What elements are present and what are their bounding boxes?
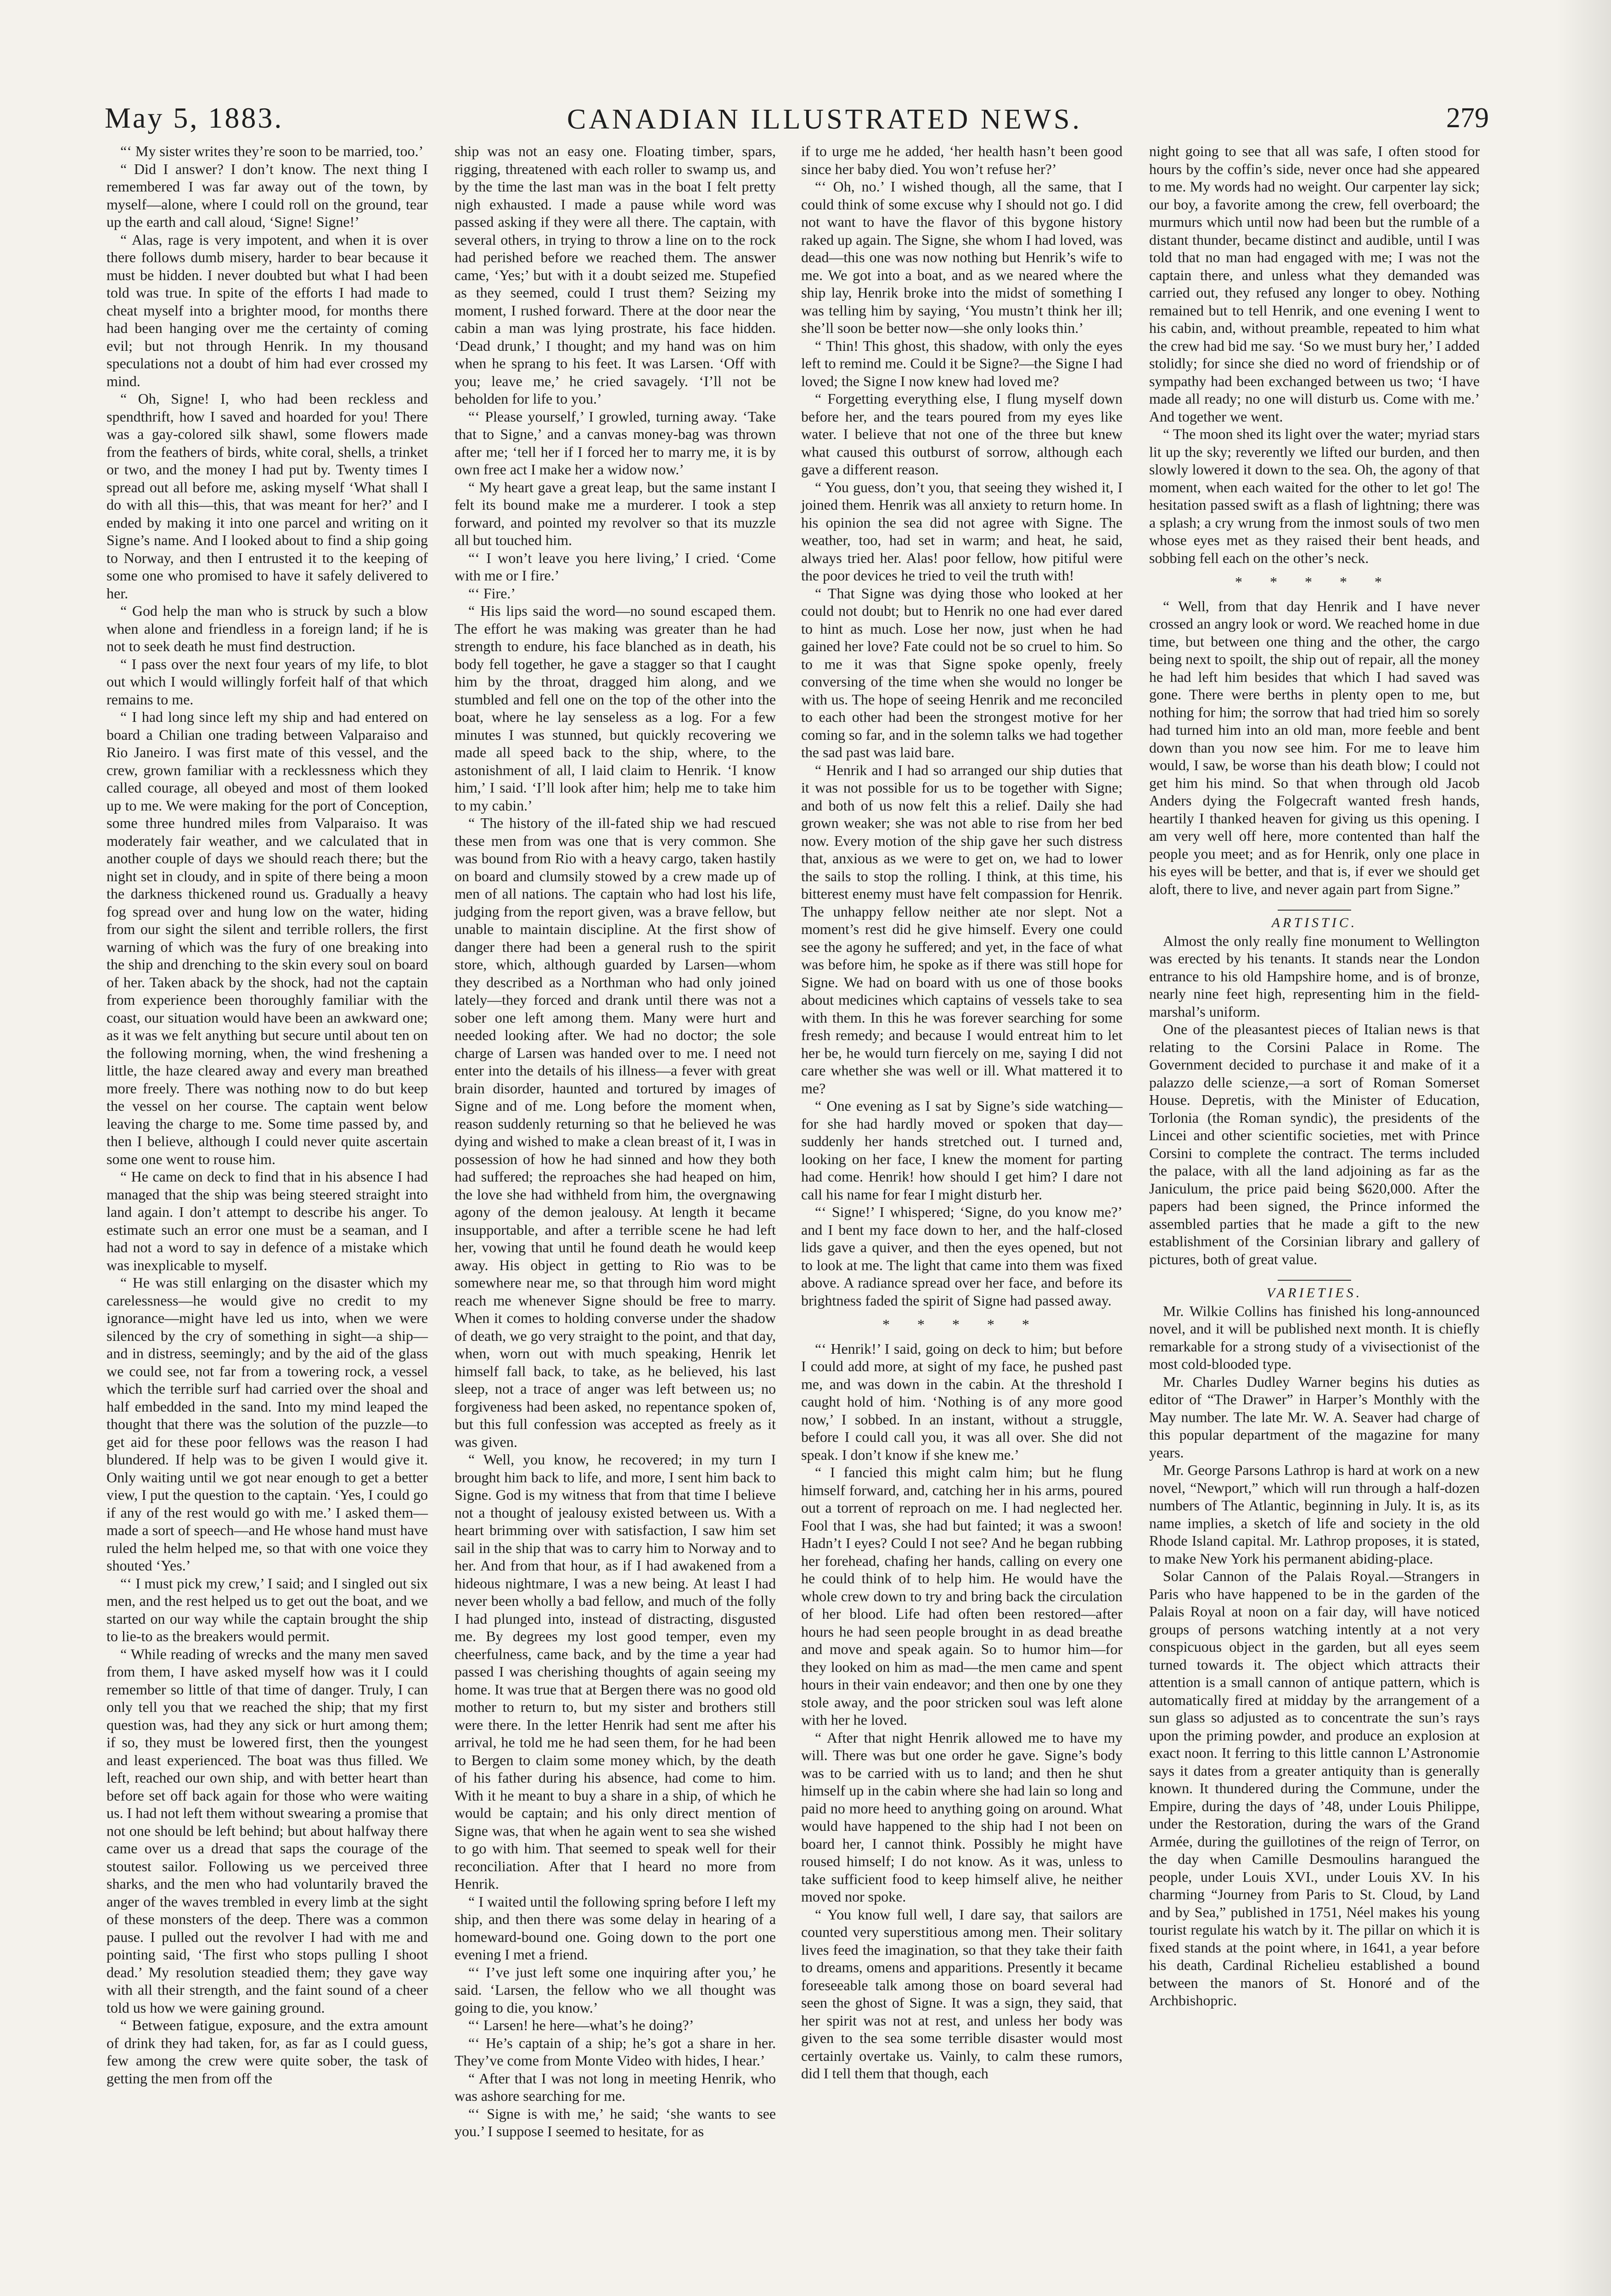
paragraph: “‘ Please yourself,’ I growled, turning away. ‘Take that to Signe,’ and a canvas money-bag was thrown after me; ‘tell her if I forced her to marry me, it is by own free act I make her a widow now.’ <box>455 408 776 478</box>
paragraph: “ He was still enlarging on the disaster which my carelessness—he would give no credit to my ignorance—might have led us into, when we were silenced by the cry of something in sight—a ship—and in distress, seemingly; and by the aid of the glass we could see, not far from a towering rock, a vessel which the terrible surf had carried over the shoal and half embedded in the sand. Into my mind leaped the thought that there was the solution of the puzzle—to get aid for these poor fellows was the reason I had blundered. If help was to be given I would give it. Only waiting until we got near enough to get a better view, I put the question to the captain. ‘Yes, I could go if any of the rest would go with me.’ I asked them—made a sort of speech—and He whose hand must have ruled the helm helped me, so that with one voice they shouted ‘Yes.’ <box>107 1274 428 1574</box>
paragraph: “‘ I must pick my crew,’ I said; and I singled out six men, and the rest helped us to get out the boat, and we started on our way while the captain brought the ship to lie-to as the breakers would permit. <box>107 1575 428 1644</box>
column-2 <box>455 142 776 2140</box>
varieties-section <box>1149 1302 1480 2009</box>
column-1 <box>107 142 428 2087</box>
paragraph: “ That Signe was dying those who looked at her could not doubt; but to Henrik no one had ever dared to hint as much. Lose her now, just when he had gained her love? Fate could not be so cruel to him. So to me it was that Signe spoke openly, freely conversing of the time when she would no longer be with us. The hope of seeing Henrik and me reconciled to each other had been the strongest motive for her coming so far, and in the solemn talks we had together the sad past was laid bare. <box>801 585 1123 760</box>
paragraph: “ His lips said the word—no sound escaped them. The effort he was making was greater than he had strength to endure, his face blanched as in death, his body fell together, he gave a stagger so that I caught him by the throat, dragged him along, and we stumbled and fell one on the top of the other into the boat, where he lay senseless as a log. For a few minutes I was stunned, but quickly recovering we made all speed back to the ship, where, to the astonishment of all, I laid claim to Henrik. ‘I know him,’ I said. ‘I’ll look after him; help me to take him to my cabin.’ <box>455 602 776 814</box>
paragraph: “ I fancied this might calm him; but he flung himself forward, and, catching her in his arms, poured out a torrent of reproach on me. I had neglected her. Fool that I was, she had but fainted; it was a swoon! Hadn’t I eyes? Could I not see? And he began rubbing her forehead, chafing her hands, calling on every one he could think of to help him. He would have the whole crew down to try and bring back the circulation of her blood. Life had often been restored—after hours he had seen people brought in as dead breathe and move and speak again. So to humor him—for they looked on him as mad—the men came and spent hours in their vain endeavor; and then one by one they stole away, and the poor stricken soul was left alone with her he loved. <box>801 1464 1123 1728</box>
paragraph: “ Well, you know, he recovered; in my turn I brought him back to life, and more, I sent him back to Signe. God is my witness that from that time I believe not a thought of jealousy existed between us. With a heart brimming over with satisfaction, I saw him set sail in the ship that was to carry him to Norway and to her. And from that hour, as if I had awakened from a hideous nightmare, I was a new being. At least I had never been wholly a bad fellow, and much of the folly I had plunged into, instead of distracting, disgusted me. By degrees my lost good temper, even my cheerfulness, came back, and by the time a year had passed I was cherishing thoughts of again seeing my home. It was true that at Bergen there was no good old mother to return to, but my sister and brothers still were there. In the letter Henrik had sent me after his arrival, he told me he had seen them, for he had been to Bergen to claim some money which, by the death of his father during his absence, had come to him. With it he meant to buy a share in a ship, of which he would be captain; and his only direct mention of Signe was, that when he again went to sea she wished to go with him. That seemed to speak well for their reconciliation. After that I heard no more from Henrik. <box>455 1451 776 1892</box>
column-4 <box>1149 142 1480 2009</box>
paragraph: “ Forgetting everything else, I flung myself down before her, and the tears poured from my eyes like water. I believe that not one of the three but knew what caused this outburst of sorrow, although each gave a different reason. <box>801 390 1123 478</box>
paragraph: “ Between fatigue, exposure, and the extra amount of drink they had taken, for, as far as I could guess, few among the crew were quite sober, the task of getting the men from off the <box>107 2017 428 2087</box>
paragraph: “ I pass over the next four years of my life, to blot out which I would willingly forfeit half of that which remains to me. <box>107 655 428 708</box>
issue-date: May 5, 1883. <box>105 101 284 134</box>
paragraph: night going to see that all was safe, I often stood for hours by the coffin’s side, never once had she appeared to me. My words had no weight. Our carpenter lay sick; our boy, a favorite among the crew, fell overboard; the murmurs which until now had been but the rumble of a distant thunder, became distinct and audible, until I was told that no man had engaged with me; I was not the captain there, and unless what they demanded was carried out, they refused any longer to obey. Nothing remained but to tell Henrik, and one evening I went to his cabin, and, without preamble, repeated to him what the crew had bid me say. ‘So we must bury her,’ I added stolidly; for since she died no word of friendship or of sympathy had been exchanged between us two; ‘I have made all ready; no one will disturb us. Come with me.’ And together we went. <box>1149 143 1480 425</box>
paragraph: “ You guess, don’t you, that seeing they wished it, I joined them. Henrik was all anxiety to return home. In his opinion the sea did not agree with Signe. The weather, too, had set in warm; and heat, he said, always tried her. Alas! poor fellow, how pitiful were the poor devices he tried to veil the truth with! <box>801 478 1123 584</box>
artistic-section <box>1149 932 1480 1268</box>
masthead <box>0 0 1611 147</box>
paragraph: “ After that I was not long in meeting Henrik, who was ashore searching for me. <box>455 2070 776 2104</box>
paragraph: “ While reading of wrecks and the many men saved from them, I have asked myself how was it I could remember so little of that time of danger. Truly, I can only tell you that we reached the ship; that my first question was, had they any sick or hurt among them; if so, they must be lowered first, then the youngest and least experienced. The boat was thus filled. We left, reached our own ship, and with better heart than before set off back again for those who were waiting us. I had not left them without swearing a promise that not one should be left behind; but about halfway there came over us a dread that saps the courage of the stoutest sailor. Following us we perceived three sharks, and the men who had voluntarily braved the anger of the waves trembled in every limb at the sight of these monsters of the deep. There was a common pause. I pulled out the revolver I had with me and pointing said, ‘The first who stops pulling I shoot dead.’ My resolution steadied them; they gave way with all their strength, and the faint sound of a cheer told us how we were gaining ground. <box>107 1645 428 2016</box>
paragraph: “‘ Signe!’ I whispered; ‘Signe, do you know me?’ and I bent my face down to her, and the half-closed lids gave a quiver, and then the eyes opened, but not to look at me. The light that came into them was fixed above. A radiance spread over her face, and before its brightness faded the spirit of Signe had passed away. <box>801 1204 1123 1309</box>
newspaper-title: CANADIAN ILLUSTRATED NEWS. <box>567 104 1083 135</box>
page-number: 279 <box>1446 102 1489 134</box>
column-3 <box>801 142 1123 2082</box>
section-divider <box>1278 1280 1351 1281</box>
paragraph: “ Alas, rage is very impotent, and when it is over there follows dumb misery, harder to bear because it must be hidden. I never doubted but what I had been told was true. In spite of the efforts I had made to cheat myself into a brighter mood, for months there had been hanging over me the certainty of coming evil; but not through Henrik. In my thousand speculations not a doubt of him had ever crossed my mind. <box>107 231 428 389</box>
paragraph: “ I waited until the following spring before I left my ship, and then there was some delay in hearing of a homeward-bound one. Going down to the port one evening I met a friend. <box>455 1893 776 1963</box>
paragraph: “‘ He’s captain of a ship; he’s got a share in her. They’ve come from Monte Video with hides, I hear.’ <box>455 2034 776 2069</box>
paragraph: One of the pleasantest pieces of Italian news is that relating to the Corsini Palace in Rome. The Government decided to purchase it and make of it a palazzo delle scienze,—a sort of Roman Somerset House. Depretis, with the Minister of Education, Torlonia (the Roman syndic), the presidents of the Lincei and other scientific societies, met with Prince Corsini to complete the contract. The terms included the palace, with all the land adjoining as far as the Janiculum, the price paid being $620,000. After the papers had been signed, the Prince informed the assembled parties that he made a gift to the new establishment of the Corsinian library and gallery of pictures, both of great value. <box>1149 1021 1480 1267</box>
paragraph: Almost the only really fine monument to Wellington was erected by his tenants. It stands near the London entrance to his old Hampshire home, and is of bronze, nearly nine feet high, representing him in the field-marshal’s uniform. <box>1149 932 1480 1020</box>
paragraph: “ You know full well, I dare say, that sailors are counted very superstitious among men. Their solitary lives feed the imagination, so that they take their faith to dreams, omens and apparitions. Presently it became foreseeable talk among those on board several had seen the ghost of Signe. It was a sign, they said, that her spirit was not at rest, and unless her body was given to the sea some terrible disaster would most certainly overtake us. Vainly, to calm these rumors, did I tell them that though, each <box>801 1906 1123 2082</box>
page-edge-shadow <box>1556 0 1611 2296</box>
paragraph: “‘ Fire.’ <box>468 585 516 602</box>
paragraph: “ Oh, Signe! I, who had been reckless and spendthrift, how I saved and hoarded for you! There was a gay-colored silk shawl, some flowers made from the feathers of birds, white coral, shells, a trinket or two, and the money I had put by. Twenty times I spread out all before me, asking myself ‘What shall I do with all this—this, that was meant for her?’ and I ended by making it into one parcel and writing on it Signe’s name. And I looked about to find a ship going to Norway, and then I entrusted it to the keeping of some one who promised to have it safely delivered to her. <box>107 390 428 602</box>
paragraph: Mr. Wilkie Collins has finished his long-announced novel, and it will be published next month. It is chiefly remarkable for a strong study of a vivisectionist of the most cold-blooded type. <box>1149 1302 1480 1372</box>
paragraph: “ The moon shed its light over the water; myriad stars lit up the sky; reverently we lifted our burden, and then slowly lowered it down to the sea. Oh, the agony of that moment, when each waited for the other to let go! The hesitation passed swift as a flash of lightning; there was a splash; a cry wrung from the inmost souls of two men whose eyes met as they raised their bent heads, and sobbing fell each on the other’s neck. <box>1149 426 1480 566</box>
paragraph: “ I had long since left my ship and had entered on board a Chilian one trading between Valparaiso and Rio Janeiro. I was first mate of this vessel, and the crew, grown familiar with a recklessness which they called courage, all obeyed and most of them looked up to me. We were making for the port of Conception, some three hundred miles from Valparaiso. It was moderately fair weather, and we calculated that in another couple of days we should reach there; but the night set in cloudy, and in spite of there being a moon the darkness thickened round us. Gradually a heavy fog spread over and hung low on the water, hiding from our sight the silent and terrible rollers, the first warning of which was the fury of one breaking into the ship and drenching to the skin every soul on board of her. Taken aback by the shock, had not the captain from experience been thoroughly familiar with the coast, our situation would have been an awkward one; as it was we felt anything but secure until about ten on the following morning, when, the wind freshening a little, the haze cleared away and every man breathed more freely. There was nothing now to do but keep the vessel on her course. The captain went below leaving the charge to me. Some time passed by, and then I believe, although I could never quite ascertain some one went to rouse him. <box>107 709 428 1167</box>
paragraph: “ God help the man who is struck by such a blow when alone and friendless in a foreign land; if he is not to seek death he must find destruction. <box>107 602 428 654</box>
paragraph: “ After that night Henrik allowed me to have my will. There was but one order he gave. Signe’s body was to be carried with us to land; and then he shut himself up in the cabin where she had lain so long and paid no more heed to anything going on around. What would have happened to the ship had I not been on board her, I cannot think. Possibly he might have roused himself; I do not know. As it was, unless to take sufficient food to keep himself alive, he neither moved nor spoke. <box>801 1729 1123 1905</box>
paragraph: “ Well, from that day Henrik and I have never crossed an angry look or word. We reached home in due time, but between one thing and the other, the cargo being next to spoilt, the ship out of repair, all the money he had left him besides that which I had saved was gone. There were berths in plenty open to me, but nothing for him; the sorrow that had tried him so sorely had turned him into an old man, more feeble and bent down than you now see him. For me to leave him would, I saw, be worse than his death blow; I could not get him his mind. So that when through old Jacob Anders dying the Folgecraft wanted fresh hands, heartily I thanked heaven for giving us this opening. I am very well off here, more contented than half the people you meet; and as for Henrik, only one place in his eyes will be better, and that is, if ever we should get aloft, there to live, and never again part from Signe.” <box>1149 597 1480 897</box>
paragraph: “‘ I won’t leave you here living,’ I cried. ‘Come with me or I fire.’ <box>455 549 776 584</box>
paragraph: Solar Cannon of the Palais Royal.—Strangers in Paris who have happened to be in the garden of the Palais Royal at noon on a fair day, will have noticed groups of persons watching intently at a not very conspicuous object in the garden, but all eyes seem turned towards it. The object which attracts their attention is a small cannon of antique pattern, which is automatically fired at midday by the arrangement of a sun glass so adjusted as to concentrate the sun’s rays upon the priming powder, and produce an explosion at exact noon. It ferring to this little cannon L’Astronomie says it dates from a greater antiquity than is generally known. It thundered during the Commune, under the Empire, during the days of ’48, under Louis Philippe, under the Restoration, during the wars of the Grand Armée, during the guillotines of the reign of Terror, on the day when Camille Desmoulins harangued the people, under Louis XVI., under Louis XV. In his charming “Journey from Paris to St. Cloud, by Land and by Sea,” published in 1751, Néel makes his young tourist regulate his watch by it. The pillar on which it is fixed stands at the point where, in 1641, a year before his death, Cardinal Richelieu established a bound between the manors of St. Honoré and of the Archbishopric. <box>1149 1568 1480 2009</box>
paragraph: “ He came on deck to find that in his absence I had managed that the ship was being steered straight into land again. I don’t attempt to describe his anger. To estimate such an error one must be a seaman, and I had not a word to say in defence of a mistake which was inexplicable to myself. <box>107 1168 428 1273</box>
asterism: * * * * * <box>882 1316 1041 1333</box>
section-heading-artistic: ARTISTIC. <box>1271 915 1358 930</box>
paragraph: “ My heart gave a great leap, but the same instant I felt its bound make me a murderer. I took a step forward, and pointed my revolver so that its muzzle all but touched him. <box>455 478 776 548</box>
paragraph: “ The history of the ill-fated ship we had rescued these men from was one that is very common. She was bound from Rio with a heavy cargo, taken hastily on board and clumsily stowed by a crew made up of men of all nations. The captain who had lost his life, judging from the report given, was a brave fellow, but unable to maintain discipline. At the first show of danger there had been a general rush to the spirit store, which, although guarded by Larsen—whom they described as a Northman who had only joined lately—they forced and drank until there was not a sober one left among them. Many were hurt and needed looking after. We had no doctor; the sole charge of Larsen was handed over to me. I need not enter into the details of his illness—a fever with great brain disorder, haunted and tortured by images of Signe and of me. Long before the moment when, reason suddenly returning so that he believed he was dying and wished to make a clean breast of it, I was in possession of how he had sinned and how they both had suffered; the reproaches she had heaped on him, the love she had withheld from him, the overgnawing agony of the demon jealousy. At length it became insupportable, and after a terrible scene he had left her, vowing that until he found death he would keep away. His object in getting to Rio was to be somewhere near me, so that through him word might reach me whenever Signe should be free to marry. When it comes to holding converse under the shadow of death, we go very straight to the point, and that day, when, worn out with much speaking, Henrik let himself fall back, to take, as he believed, his last sleep, not a trace of anger was left between us; no forgiveness had been asked, no repentance spoken of, but this full confession was accepted as freely as it was given. <box>455 815 776 1450</box>
story-conclusion <box>1149 142 1480 898</box>
paragraph: “‘ Oh, no.’ I wished though, all the same, that I could think of some excuse why I should not go. I did not want to have the flavor of this bygone history raked up again. The Signe, she whom I had loved, was dead—this one was now nothing but Henrik’s wife to me. We got into a boat, and as we neared where the ship lay, Henrik broke into the midst of something I was telling him by saying, ‘You mustn’t think her ill; she’ll soon be better now—she only looks thin.’ <box>801 178 1123 336</box>
paragraph: “‘ Signe is with me,’ he said; ‘she wants to see you.’ I suppose I seemed to hesitate, for as <box>455 2105 776 2139</box>
paragraph: “ Did I answer? I don’t know. The next thing I remembered I was far away out of the town, by myself—alone, where I could roll on the ground, tear up the earth and call aloud, ‘Signe! Signe!’ <box>107 160 428 230</box>
section-heading-varieties: VARIETIES. <box>1266 1285 1363 1300</box>
paragraph: “‘ Larsen! he here—what’s he doing?’ <box>468 2017 694 2033</box>
paragraph: Mr. Charles Dudley Warner begins his duties as editor of “The Drawer” in Harper’s Monthly with the May number. The late Mr. W. A. Seaver had charge of this popular department of the magazine for many years. <box>1149 1373 1480 1461</box>
paragraph: ship was not an easy one. Floating timber, spars, rigging, threatened with each roller to swamp us, and by the time the last man was in the boat I felt pretty nigh exhausted. I made a pause while word was passed asking if they were all there. The captain, with several others, in trying to throw a line on to the rock had perished before we reached them. The answer came, ‘Yes;’ but with it a doubt seized me. Stupefied as they seemed, could I trust them? Seizing my moment, I rushed forward. There at the door near the cabin a man was lying prostrate, his face hidden. ‘Dead drunk,’ I thought; and my hand was on him when he sprang to his feet. It was Larsen. ‘Off with you; leave me,’ he cried savagely. ‘I’ll not be beholden for life to you.’ <box>455 143 776 407</box>
section-divider <box>1278 910 1351 911</box>
paragraph: “ Henrik and I had so arranged our ship duties that it was not possible for us to be together with Signe; and both of us now felt this a relief. Daily she had grown weaker; she was not able to rise from her bed now. Every motion of the ship gave her such distress that, anxious as we were to get on, we had to lower the sails to stop the rolling. I think, at this time, his bitterest enemy must have felt compassion for Henrik. The unhappy fellow neither ate nor slept. Not a moment’s rest did he give himself. Every one could see the agony he suffered; and yet, in the face of what was before him, he spoke as if there was still hope for Signe. We had on board with us one of those books about medicines which captains of vessels take to sea with them. In this he was forever searching for some fresh remedy; and because I would entreat him to let her be, he would turn fiercely on me, saying I did not care whether she was well or ill. What mattered it to me? <box>801 761 1123 1097</box>
paragraph: “‘ Henrik!’ I said, going on deck to him; but before I could add more, at sight of my face, he pushed past me, and was down in the cabin. At the threshold I caught hold of him. ‘Nothing is of any more good now,’ I sobbed. In an instant, without a struggle, before I could call you, it was all over. She did not speak. I don’t know if she knew me.’ <box>801 1340 1123 1463</box>
paragraph: “ Thin! This ghost, this shadow, with only the eyes left to remind me. Could it be Signe?—the Signe I had loved; the Signe I now knew had loved me? <box>801 337 1123 389</box>
paragraph: “‘ My sister writes they’re soon to be married, too.’ <box>120 143 424 159</box>
asterism: * * * * * <box>1235 574 1394 590</box>
paragraph: if to urge me he added, ‘her health hasn’t been good since her baby died. You won’t refuse her?’ <box>801 143 1123 177</box>
paragraph: “‘ I’ve just left some one inquiring after you,’ he said. ‘Larsen, the fellow who we all thought was going to die, you know.’ <box>455 1964 776 2016</box>
paragraph: “ One evening as I sat by Signe’s side watching—for she had hardly moved or spoken that day—suddenly her hands stretched out. I turned and, looking on her face, I knew the moment for parting had come. Henrik! how should I get him? I dare not call his name for fear I might disturb her. <box>801 1097 1123 1203</box>
paragraph: Mr. George Parsons Lathrop is hard at work on a new novel, “Newport,” which will run through a half-dozen numbers of The Atlantic, beginning in July. It is, as its name implies, a sketch of life and society in the old Rhode Island capital. Mr. Lathrop proposes, it is stated, to make New York his permanent abiding-place. <box>1149 1462 1480 1567</box>
